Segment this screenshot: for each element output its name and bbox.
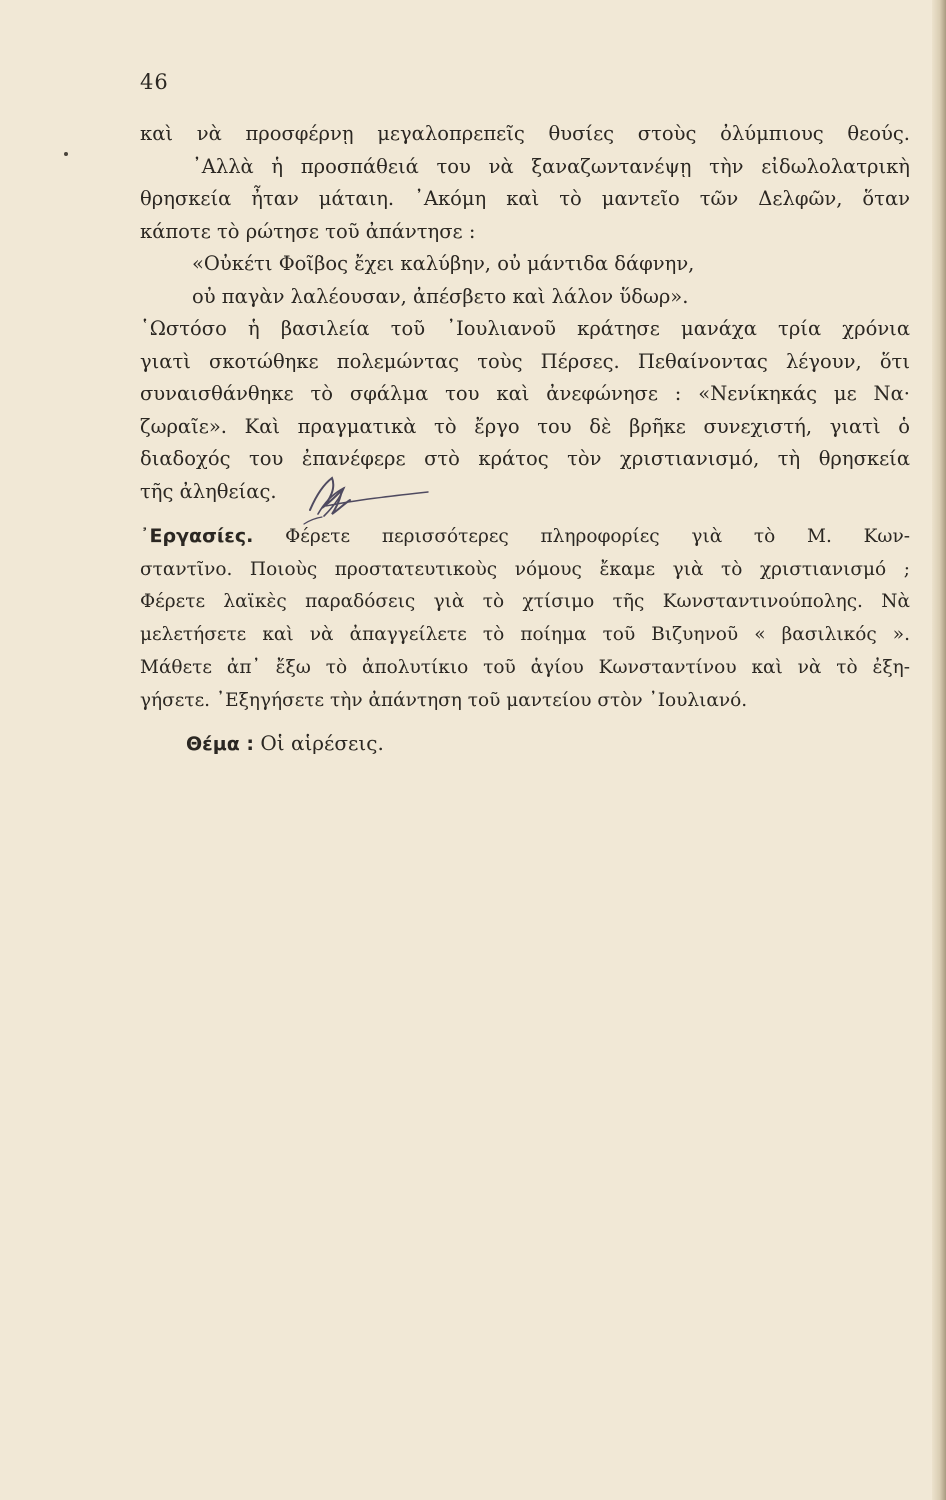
body-line: θρησκεία ἦταν μάταιη. ᾿Ακόμη καὶ τὸ μαντεῖο τῶν Δελφῶν, ὅταν <box>140 187 910 210</box>
theme-line <box>186 727 384 760</box>
exercises-line: σταντῖνο. Ποιοὺς προστατευτικοὺς νόμους ἔκαμε γιὰ τὸ χριστιανισμό ; <box>140 558 910 580</box>
exercises-line: Φέρετε περισσότερες πληροφορίες γιὰ τὸ Μ. Κων- <box>285 526 910 547</box>
theme-value: Οἱ αἱρέσεις. <box>260 731 384 755</box>
exercises-section <box>140 520 910 717</box>
oracle-verse-line: οὐ παγὰν λαλέουσαν, ἀπέσβετο καὶ λάλον ὕδωρ». <box>192 284 689 308</box>
body-text <box>140 118 910 508</box>
exercises-line: μελετήσετε καὶ νὰ ἀπαγγείλετε τὸ ποίημα τοῦ Βιζυηνοῦ « βασιλικός ». <box>140 624 910 646</box>
exercises-line: Μάθετε ἀπ᾿ ἔξω τὸ ἀπολυτίκιο τοῦ ἁγίου Κωνσταντίνου καὶ νὰ τὸ ἐξη- <box>140 656 910 678</box>
body-line: ῾Ωστόσο ἡ βασιλεία τοῦ ᾿Ιουλιανοῦ κράτησε μανάχα τρία χρόνια <box>140 317 910 340</box>
exercises-first-line <box>140 520 910 554</box>
page-edge-shadow <box>932 0 946 1500</box>
margin-dot <box>64 152 68 156</box>
body-line: ᾿Αλλὰ ἡ προσπάθειά του νὰ ξαναζωντανέψῃ τὴν εἰδωλολατρικὴ <box>192 154 910 178</box>
body-line: τῆς ἀληθείας. <box>140 479 277 503</box>
body-line: καὶ νὰ προσφέρνῃ μεγαλοπρεπεῖς θυσίες στοὺς ὀλύμπιους θεούς. <box>140 122 910 145</box>
body-line: συναισθάνθηκε τὸ σφάλμα του καὶ ἀνεφώνησε : «Νενίκηκάς με Να· <box>140 382 910 405</box>
body-line: ζωραῖε». Καὶ πραγματικὰ τὸ ἔργο του δὲ βρῆκε συνεχιστή, γιατὶ ὁ <box>140 414 910 438</box>
exercises-line: Φέρετε λαϊκὲς παραδόσεις γιὰ τὸ χτίσιμο τῆς Κωνσταντινούπολης. Νὰ <box>140 591 910 613</box>
body-line: γιατὶ σκοτώθηκε πολεμώντας τοὺς Πέρσες. Πεθαίνοντας λέγουν, ὅτι <box>140 349 910 373</box>
theme-label: Θέμα : <box>186 733 254 755</box>
oracle-verse-line: «Οὐκέτι Φοῖβος ἔχει καλύβην, οὐ μάντιδα δάφνην, <box>192 252 695 275</box>
body-line: διαδοχός του ἐπανέφερε στὸ κράτος τὸν χριστιανισμό, τὴ θρησκεία <box>140 447 910 470</box>
exercises-line: γήσετε. ᾿Εξηγήσετε τὴν ἀπάντηση τοῦ μαντείου στὸν ᾿Ιουλιανό. <box>140 689 748 711</box>
page-number: 46 <box>140 70 169 94</box>
exercises-heading: ᾿Εργασίες. <box>140 525 254 547</box>
body-line: κάποτε τὸ ρώτησε τοῦ ἀπάντησε : <box>140 219 476 243</box>
